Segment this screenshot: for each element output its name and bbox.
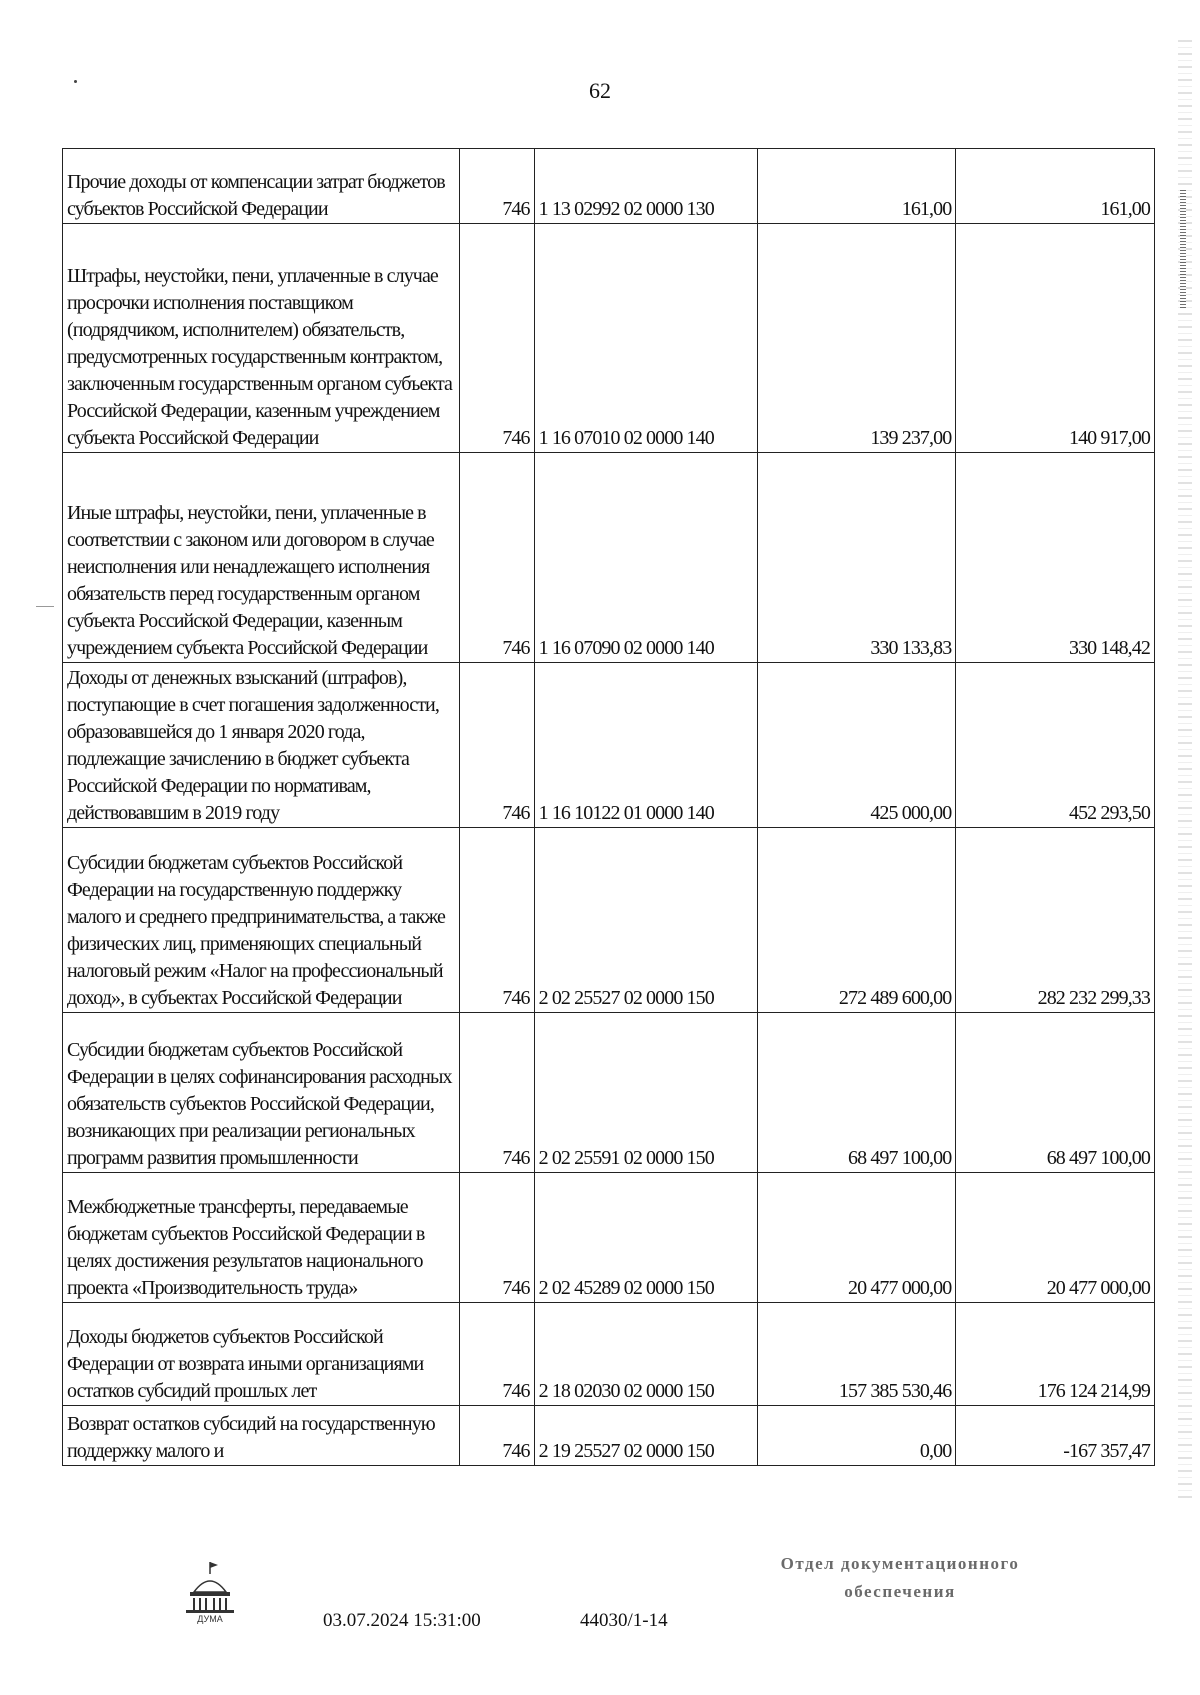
row-admin-code: 746 (460, 453, 534, 663)
row-fact-amount: 330 148,42 (956, 453, 1155, 663)
row-description: Иные штрафы, неустойки, пени, уплаченные в соответствии с законом или договором в случае неисполнения или ненадлежащего исполнения обязательств перед государственным органом субъекта Российской Федерации, казенным учреждением субъекта Российской Федерации (63, 453, 460, 663)
row-plan-amount: 425 000,00 (757, 663, 956, 828)
footer-doc-number: 44030/1-14 (580, 1610, 668, 1631)
row-fact-amount: 282 232 299,33 (956, 828, 1155, 1013)
table-row (63, 149, 1155, 224)
row-budget-code: 1 16 10122 01 0000 140 (534, 663, 757, 828)
row-admin-code: 746 (460, 224, 534, 453)
row-fact-amount: 452 293,50 (956, 663, 1155, 828)
row-fact-amount: 176 124 214,99 (956, 1303, 1155, 1406)
table-row (63, 1406, 1155, 1466)
table-row (63, 453, 1155, 663)
row-fact-amount: 68 497 100,00 (956, 1013, 1155, 1173)
row-plan-amount: 157 385 530,46 (757, 1303, 956, 1406)
row-plan-amount: 161,00 (757, 149, 956, 224)
row-budget-code: 2 02 25591 02 0000 150 (534, 1013, 757, 1173)
stamp-line-1: Отдел документационного (780, 1554, 1020, 1573)
row-description: Субсидии бюджетам субъектов Российской Федерации в целях софинансирования расходных обязательств субъектов Российской Федерации, возникающих при реализации региональных программ развития промышленности (63, 1013, 460, 1173)
scan-mark (36, 606, 54, 607)
table-row (63, 828, 1155, 1013)
row-description: Возврат остатков субсидий на государственную поддержку малого и (63, 1406, 460, 1466)
row-admin-code: 746 (460, 1303, 534, 1406)
page-number: 62 (589, 78, 611, 103)
table-row (63, 224, 1155, 453)
revenue-table (62, 148, 1155, 1466)
row-budget-code: 1 13 02992 02 0000 130 (534, 149, 757, 224)
row-budget-code: 2 02 25527 02 0000 150 (534, 828, 757, 1013)
table-row (63, 1013, 1155, 1173)
row-budget-code: 2 19 25527 02 0000 150 (534, 1406, 757, 1466)
row-plan-amount: 68 497 100,00 (757, 1013, 956, 1173)
row-plan-amount: 272 489 600,00 (757, 828, 956, 1013)
duma-logo (180, 1560, 240, 1626)
row-admin-code: 746 (460, 1173, 534, 1303)
table-row (63, 1303, 1155, 1406)
row-admin-code: 746 (460, 828, 534, 1013)
footer-datetime: 03.07.2024 15:31:00 (323, 1610, 481, 1631)
department-stamp (770, 1550, 1030, 1606)
row-fact-amount: 20 477 000,00 (956, 1173, 1155, 1303)
table-row (63, 663, 1155, 828)
svg-text:ДУМА: ДУМА (197, 1614, 223, 1624)
table-row (63, 1173, 1155, 1303)
row-fact-amount: 140 917,00 (956, 224, 1155, 453)
row-plan-amount: 20 477 000,00 (757, 1173, 956, 1303)
row-budget-code: 1 16 07090 02 0000 140 (534, 453, 757, 663)
row-description: Штрафы, неустойки, пени, уплаченные в случае просрочки исполнения поставщиком (подрядчиком, исполнителем) обязательств, предусмотренных государственным контрактом, заключенным государственным органом субъекта Российской Федерации, казенным учреждением субъекта Российской Федерации (63, 224, 460, 453)
row-description: Субсидии бюджетам субъектов Российской Федерации на государственную поддержку малого и среднего предпринимательства, а также физических лиц, применяющих специальный налоговый режим «Налог на профессиональный доход», в субъектах Российской Федерации (63, 828, 460, 1013)
row-description: Межбюджетные трансферты, передаваемые бюджетам субъектов Российской Федерации в целях достижения результатов национального проекта «Производительность труда» (63, 1173, 460, 1303)
row-budget-code: 2 18 02030 02 0000 150 (534, 1303, 757, 1406)
row-plan-amount: 139 237,00 (757, 224, 956, 453)
row-description: Доходы бюджетов субъектов Российской Федерации от возврата иными организациями остатков субсидий прошлых лет (63, 1303, 460, 1406)
scan-edge-artifact (1180, 190, 1186, 310)
row-admin-code: 746 (460, 149, 534, 224)
row-description: Доходы от денежных взысканий (штрафов), поступающие в счет погашения задолженности, образовавшейся до 1 января 2020 года, подлежащие зачислению в бюджет субъекта Российской Федерации по нормативам, действовавшим в 2019 году (63, 663, 460, 828)
row-admin-code: 746 (460, 663, 534, 828)
row-admin-code: 746 (460, 1013, 534, 1173)
row-admin-code: 746 (460, 1406, 534, 1466)
row-fact-amount: -167 357,47 (956, 1406, 1155, 1466)
row-fact-amount: 161,00 (956, 149, 1155, 224)
stamp-line-2: обеспечения (844, 1582, 956, 1601)
row-budget-code: 1 16 07010 02 0000 140 (534, 224, 757, 453)
row-budget-code: 2 02 45289 02 0000 150 (534, 1173, 757, 1303)
row-plan-amount: 330 133,83 (757, 453, 956, 663)
row-description: Прочие доходы от компенсации затрат бюджетов субъектов Российской Федерации (63, 149, 460, 224)
row-plan-amount: 0,00 (757, 1406, 956, 1466)
